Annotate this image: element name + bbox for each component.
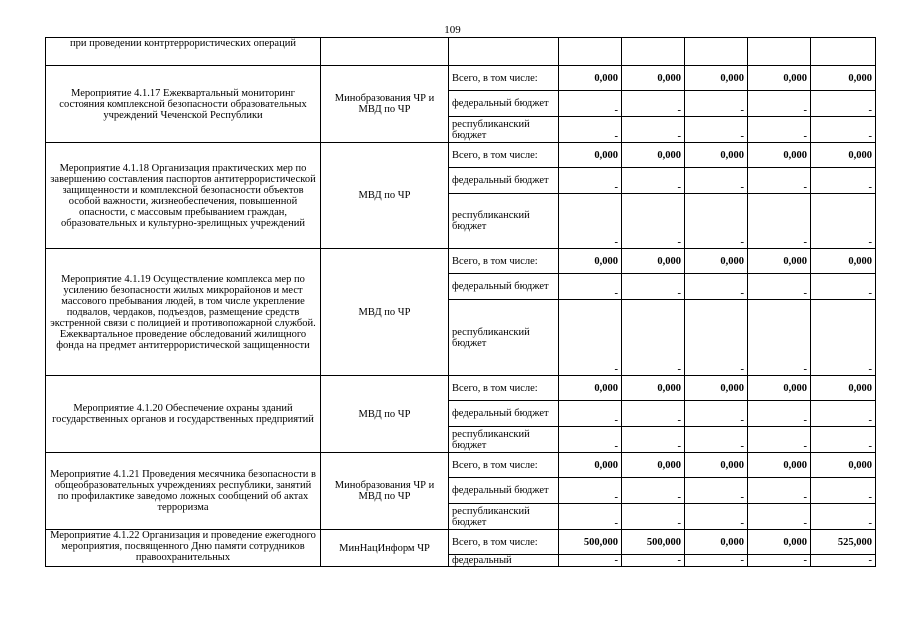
amount-cell: - xyxy=(622,504,685,530)
amount-cell: 0,000 xyxy=(811,376,876,401)
amount-cell: - xyxy=(748,168,811,194)
amount-cell: 525,000 xyxy=(811,530,876,555)
amount-cell: - xyxy=(622,117,685,143)
funding-source-cell: Всего, в том числе: xyxy=(449,453,559,478)
amount-cell: - xyxy=(559,194,622,249)
table-row xyxy=(46,249,876,274)
funding-source-cell: федеральный бюджет xyxy=(449,91,559,117)
amount-cell: - xyxy=(685,274,748,300)
funding-source-cell: Всего, в том числе: xyxy=(449,143,559,168)
activity-cell: Мероприятие 4.1.22 Организация и проведение ежегодного мероприятия, посвященного Дню памяти сотрудников правоохранительных xyxy=(46,530,321,567)
amount-cell: 0,000 xyxy=(748,143,811,168)
amount-cell: 0,000 xyxy=(559,453,622,478)
amount-cell: 0,000 xyxy=(748,453,811,478)
amount-cell: - xyxy=(748,555,811,567)
executor-cell: МинНацИнформ ЧР xyxy=(321,530,449,567)
funding-source-cell: федеральный xyxy=(449,555,559,567)
empty-cell xyxy=(622,38,685,66)
amount-cell: - xyxy=(622,168,685,194)
funding-source-cell: республиканский бюджет xyxy=(449,504,559,530)
empty-cell xyxy=(559,38,622,66)
amount-cell: - xyxy=(559,401,622,427)
amount-cell: 0,000 xyxy=(748,376,811,401)
amount-cell: - xyxy=(748,117,811,143)
table-row xyxy=(46,530,876,555)
amount-cell: 0,000 xyxy=(685,376,748,401)
amount-cell: 0,000 xyxy=(559,143,622,168)
amount-cell: 0,000 xyxy=(748,249,811,274)
amount-cell: 0,000 xyxy=(748,530,811,555)
amount-cell: - xyxy=(685,300,748,376)
amount-cell: - xyxy=(559,168,622,194)
empty-cell xyxy=(321,38,449,66)
funding-source-cell: федеральный бюджет xyxy=(449,274,559,300)
amount-cell: - xyxy=(622,91,685,117)
continuation-row xyxy=(46,38,876,66)
funding-source-cell: Всего, в том числе: xyxy=(449,249,559,274)
funding-source-cell: федеральный бюджет xyxy=(449,401,559,427)
executor-cell: Минобразования ЧР и МВД по ЧР xyxy=(321,66,449,143)
amount-cell: - xyxy=(811,555,876,567)
amount-cell: - xyxy=(685,194,748,249)
amount-cell: 0,000 xyxy=(685,143,748,168)
activity-cell: Мероприятие 4.1.19 Осуществление комплекса мер по усилению безопасности жилых микрорайонов и мест массового пребывания людей, в том числе укрепление подвалов, чердаков, подъездов, размещение средств экстренной связи с полицией и противопожарной службой. Ежеквартальное проведение обследований жилищного фонда на предмет антитеррористической защищенности xyxy=(46,249,321,376)
amount-cell: - xyxy=(811,274,876,300)
amount-cell: - xyxy=(622,300,685,376)
empty-cell xyxy=(449,38,559,66)
amount-cell: - xyxy=(685,168,748,194)
funding-source-cell: федеральный бюджет xyxy=(449,168,559,194)
amount-cell: - xyxy=(811,401,876,427)
amount-cell: 0,000 xyxy=(748,66,811,91)
amount-cell: - xyxy=(811,300,876,376)
amount-cell: - xyxy=(685,401,748,427)
activity-cell: Мероприятие 4.1.17 Ежеквартальный мониторинг состояния комплексной безопасности образовательных учреждений Чеченской Республики xyxy=(46,66,321,143)
table-body xyxy=(46,38,876,567)
funding-source-cell: республиканский бюджет xyxy=(449,427,559,453)
amount-cell: - xyxy=(811,168,876,194)
page-number: 109 xyxy=(444,24,461,36)
amount-cell: - xyxy=(748,194,811,249)
amount-cell: 0,000 xyxy=(811,143,876,168)
funding-source-cell: Всего, в том числе: xyxy=(449,530,559,555)
executor-cell: Минобразования ЧР и МВД по ЧР xyxy=(321,453,449,530)
table-row xyxy=(46,66,876,91)
funding-source-cell: Всего, в том числе: xyxy=(449,66,559,91)
amount-cell: - xyxy=(559,91,622,117)
funding-source-cell: федеральный бюджет xyxy=(449,478,559,504)
amount-cell: - xyxy=(559,555,622,567)
amount-cell: - xyxy=(811,194,876,249)
amount-cell: - xyxy=(811,117,876,143)
amount-cell: - xyxy=(748,427,811,453)
amount-cell: - xyxy=(622,478,685,504)
amount-cell: - xyxy=(748,91,811,117)
amount-cell: - xyxy=(811,504,876,530)
amount-cell: - xyxy=(685,555,748,567)
funding-source-cell: республиканский бюджет xyxy=(449,117,559,143)
amount-cell: 0,000 xyxy=(622,453,685,478)
amount-cell: 0,000 xyxy=(685,530,748,555)
amount-cell: - xyxy=(622,401,685,427)
empty-cell xyxy=(748,38,811,66)
amount-cell: 0,000 xyxy=(559,249,622,274)
amount-cell: 0,000 xyxy=(622,249,685,274)
budget-table xyxy=(45,37,876,567)
amount-cell: - xyxy=(559,427,622,453)
amount-cell: 0,000 xyxy=(685,453,748,478)
table-row xyxy=(46,453,876,478)
amount-cell: 0,000 xyxy=(559,376,622,401)
executor-cell: МВД по ЧР xyxy=(321,143,449,249)
amount-cell: - xyxy=(559,300,622,376)
amount-cell: - xyxy=(811,427,876,453)
activity-cell: Мероприятие 4.1.20 Обеспечение охраны зданий государственных органов и государственных предприятий xyxy=(46,376,321,453)
table-row xyxy=(46,143,876,168)
amount-cell: - xyxy=(559,274,622,300)
table-row xyxy=(46,376,876,401)
amount-cell: - xyxy=(685,427,748,453)
amount-cell: 500,000 xyxy=(622,530,685,555)
amount-cell: - xyxy=(748,504,811,530)
amount-cell: 0,000 xyxy=(622,376,685,401)
continuation-activity-cell: при проведении контртеррористических операций xyxy=(46,38,321,66)
amount-cell: 0,000 xyxy=(811,249,876,274)
amount-cell: 0,000 xyxy=(811,66,876,91)
amount-cell: - xyxy=(811,478,876,504)
activity-cell: Мероприятие 4.1.18 Организация практических мер по завершению составления паспортов антитеррористической защищенности и комплексной безопасности объектов особой важности, жизнеобеспечения, повышенной опасности, с массовым пребыванием граждан, образовательных и культурно-зрелищных учреждений xyxy=(46,143,321,249)
amount-cell: 500,000 xyxy=(559,530,622,555)
amount-cell: - xyxy=(748,274,811,300)
amount-cell: 0,000 xyxy=(622,143,685,168)
amount-cell: - xyxy=(748,478,811,504)
amount-cell: 0,000 xyxy=(685,66,748,91)
amount-cell: 0,000 xyxy=(559,66,622,91)
amount-cell: 0,000 xyxy=(685,249,748,274)
amount-cell: - xyxy=(748,401,811,427)
amount-cell: - xyxy=(559,478,622,504)
amount-cell: - xyxy=(559,117,622,143)
amount-cell: - xyxy=(622,427,685,453)
funding-source-cell: Всего, в том числе: xyxy=(449,376,559,401)
funding-source-cell: республиканский бюджет xyxy=(449,300,559,376)
amount-cell: - xyxy=(559,504,622,530)
amount-cell: 0,000 xyxy=(811,453,876,478)
activity-cell: Мероприятие 4.1.21 Проведения месячника безопасности в общеобразовательных учреждениях республики, занятий по профилактике заведомо ложных сообщений об актах терроризма xyxy=(46,453,321,530)
amount-cell: - xyxy=(685,478,748,504)
amount-cell: - xyxy=(622,194,685,249)
amount-cell: - xyxy=(685,91,748,117)
empty-cell xyxy=(685,38,748,66)
executor-cell: МВД по ЧР xyxy=(321,376,449,453)
amount-cell: - xyxy=(811,91,876,117)
amount-cell: - xyxy=(685,117,748,143)
amount-cell: 0,000 xyxy=(622,66,685,91)
amount-cell: - xyxy=(748,300,811,376)
amount-cell: - xyxy=(622,555,685,567)
empty-cell xyxy=(811,38,876,66)
amount-cell: - xyxy=(685,504,748,530)
executor-cell: МВД по ЧР xyxy=(321,249,449,376)
funding-source-cell: республиканский бюджет xyxy=(449,194,559,249)
amount-cell: - xyxy=(622,274,685,300)
